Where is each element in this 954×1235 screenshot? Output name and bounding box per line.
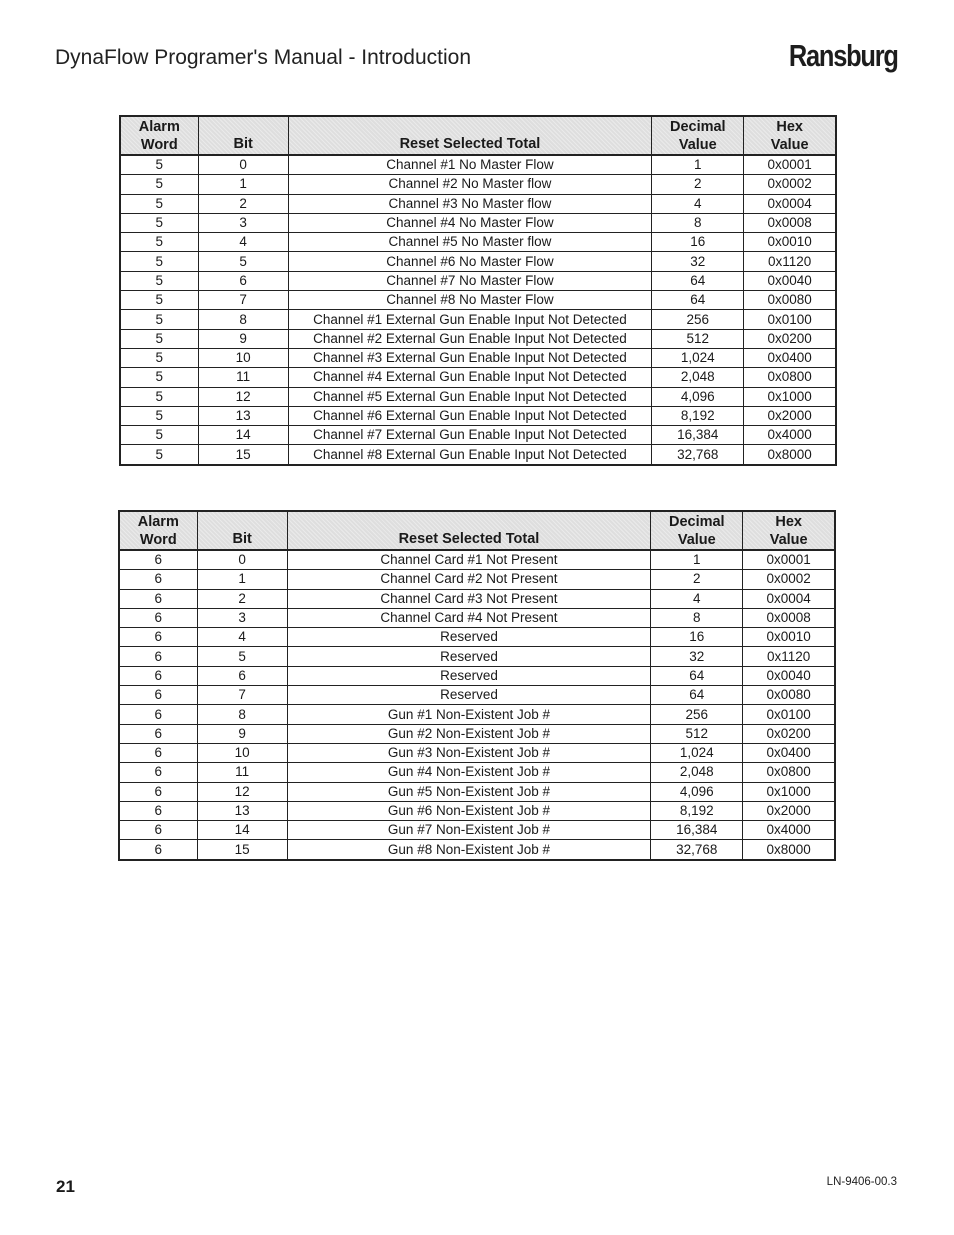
table-row [119,647,835,666]
cell-alarm-word: 5 [120,445,198,465]
cell-alarm-word: 5 [120,368,198,387]
cell-hex-value: 0x0010 [743,628,835,647]
header-reset-selected-total: Reset Selected Total [288,116,652,155]
cell-description: Gun #5 Non-Existent Job # [287,782,651,801]
header-decimal-line1: Decimal [668,513,725,530]
table-row [119,589,835,608]
cell-bit: 9 [197,724,287,743]
cell-description: Channel #4 No Master Flow [288,213,652,232]
cell-alarm-word: 5 [120,155,198,175]
cell-alarm-word: 6 [119,647,197,666]
cell-description: Channel #2 External Gun Enable Input Not Detected [288,329,652,348]
cell-hex-value: 0x0004 [743,589,835,608]
cell-description: Channel #2 No Master flow [288,175,652,194]
cell-decimal-value: 16,384 [651,821,743,840]
cell-decimal-value: 1,024 [651,743,743,762]
cell-decimal-value: 4 [652,194,744,213]
cell-hex-value: 0x0010 [744,233,836,252]
cell-bit: 10 [198,348,288,367]
header-decimal-line2: Value [678,136,717,153]
cell-alarm-word: 6 [119,821,197,840]
table-row [119,763,835,782]
cell-bit: 12 [198,387,288,406]
table-row [120,445,836,465]
cell-decimal-value: 256 [651,705,743,724]
cell-bit: 7 [197,686,287,705]
cell-decimal-value: 2,048 [651,763,743,782]
cell-decimal-value: 2 [652,175,744,194]
table-row [119,724,835,743]
cell-bit: 13 [198,406,288,425]
table-row [120,406,836,425]
cell-alarm-word: 6 [119,666,197,685]
cell-alarm-word: 5 [120,194,198,213]
cell-hex-value: 0x0040 [743,666,835,685]
table-row [119,705,835,724]
table-body [120,155,836,465]
cell-description: Channel #1 External Gun Enable Input Not Detected [288,310,652,329]
cell-hex-value: 0x0008 [744,213,836,232]
header-hex-value [744,116,836,155]
cell-decimal-value: 16 [651,628,743,647]
cell-decimal-value: 32,768 [651,840,743,860]
header-hex-line1: Hex [775,513,802,530]
table-row [120,426,836,445]
cell-description: Channel #1 No Master Flow [288,155,652,175]
cell-description: Channel #6 No Master Flow [288,252,652,271]
header-alarm-word-line2: Word [140,136,178,153]
cell-decimal-value: 256 [652,310,744,329]
cell-alarm-word: 5 [120,310,198,329]
cell-hex-value: 0x4000 [744,426,836,445]
cell-bit: 6 [197,666,287,685]
header-bit: Bit [197,511,287,550]
cell-description: Channel #4 External Gun Enable Input Not Detected [288,368,652,387]
cell-description: Channel #6 External Gun Enable Input Not Detected [288,406,652,425]
table-row [120,368,836,387]
cell-decimal-value: 16 [652,233,744,252]
cell-decimal-value: 512 [651,724,743,743]
cell-description: Channel Card #1 Not Present [287,550,651,570]
cell-bit: 7 [198,291,288,310]
cell-bit: 1 [197,570,287,589]
header-decimal-line1: Decimal [669,118,726,135]
cell-hex-value: 0x0400 [744,348,836,367]
table-row [120,233,836,252]
table-row [120,387,836,406]
cell-alarm-word: 5 [120,175,198,194]
table-row [119,821,835,840]
alarm-word-5-table [119,115,837,466]
cell-bit: 11 [197,763,287,782]
cell-hex-value: 0x0002 [744,175,836,194]
table-row [119,628,835,647]
cell-hex-value: 0x8000 [744,445,836,465]
cell-description: Reserved [287,666,651,685]
cell-hex-value: 0x0001 [743,550,835,570]
table-row [119,666,835,685]
header-hex-line1: Hex [776,118,803,135]
cell-decimal-value: 2 [651,570,743,589]
cell-hex-value: 0x2000 [743,801,835,820]
cell-decimal-value: 8 [651,608,743,627]
cell-alarm-word: 6 [119,570,197,589]
header-alarm-word [120,116,198,155]
cell-alarm-word: 5 [120,271,198,290]
cell-decimal-value: 64 [652,271,744,290]
cell-alarm-word: 5 [120,387,198,406]
cell-hex-value: 0x0080 [744,291,836,310]
cell-decimal-value: 32,768 [652,445,744,465]
cell-description: Gun #2 Non-Existent Job # [287,724,651,743]
cell-description: Channel #3 External Gun Enable Input Not Detected [288,348,652,367]
table-row [120,329,836,348]
header-decimal-value [652,116,744,155]
table-row [120,271,836,290]
cell-hex-value: 0x0080 [743,686,835,705]
cell-decimal-value: 4,096 [651,782,743,801]
header-decimal-value [651,511,743,550]
cell-bit: 14 [197,821,287,840]
cell-bit: 14 [198,426,288,445]
cell-alarm-word: 6 [119,550,197,570]
cell-alarm-word: 6 [119,628,197,647]
cell-bit: 8 [197,705,287,724]
cell-description: Gun #3 Non-Existent Job # [287,743,651,762]
cell-decimal-value: 4,096 [652,387,744,406]
table-row [119,801,835,820]
cell-bit: 15 [198,445,288,465]
cell-hex-value: 0x2000 [744,406,836,425]
cell-decimal-value: 16,384 [652,426,744,445]
table-row [120,252,836,271]
cell-hex-value: 0x1000 [743,782,835,801]
cell-hex-value: 0x1120 [743,647,835,666]
cell-bit: 8 [198,310,288,329]
cell-decimal-value: 8 [652,213,744,232]
table-row [119,686,835,705]
header-alarm-word-line1: Alarm [138,118,180,135]
cell-bit: 10 [197,743,287,762]
table-row [120,348,836,367]
page-title: DynaFlow Programer's Manual - Introduction [55,46,472,69]
cell-hex-value: 0x0004 [744,194,836,213]
cell-hex-value: 0x0100 [744,310,836,329]
table-row [119,570,835,589]
cell-hex-value: 0x4000 [743,821,835,840]
cell-bit: 5 [197,647,287,666]
cell-description: Channel #7 No Master Flow [288,271,652,290]
cell-bit: 2 [197,589,287,608]
header-hex-value [743,511,835,550]
cell-decimal-value: 64 [651,666,743,685]
cell-alarm-word: 6 [119,801,197,820]
cell-alarm-word: 6 [119,840,197,860]
cell-bit: 1 [198,175,288,194]
cell-alarm-word: 6 [119,763,197,782]
cell-decimal-value: 1 [651,550,743,570]
cell-description: Channel #3 No Master flow [288,194,652,213]
cell-alarm-word: 6 [119,782,197,801]
table-body [119,550,835,860]
header-alarm-word-line2: Word [139,531,177,548]
cell-bit: 3 [198,213,288,232]
cell-description: Gun #1 Non-Existent Job # [287,705,651,724]
cell-description: Channel Card #4 Not Present [287,608,651,627]
table-row [120,213,836,232]
cell-hex-value: 0x1120 [744,252,836,271]
cell-alarm-word: 6 [119,589,197,608]
cell-description: Channel Card #2 Not Present [287,570,651,589]
table-row [120,310,836,329]
cell-hex-value: 0x0008 [743,608,835,627]
cell-hex-value: 0x0002 [743,570,835,589]
cell-hex-value: 0x0400 [743,743,835,762]
cell-description: Gun #6 Non-Existent Job # [287,801,651,820]
cell-description: Channel Card #3 Not Present [287,589,651,608]
cell-hex-value: 0x0200 [744,329,836,348]
cell-description: Channel #5 External Gun Enable Input Not Detected [288,387,652,406]
header-bit: Bit [198,116,288,155]
cell-description: Reserved [287,686,651,705]
cell-description: Channel #8 No Master Flow [288,291,652,310]
cell-description: Channel #8 External Gun Enable Input Not Detected [288,445,652,465]
cell-description: Channel #5 No Master flow [288,233,652,252]
cell-bit: 2 [198,194,288,213]
cell-bit: 4 [197,628,287,647]
header-alarm-word-line1: Alarm [137,513,179,530]
cell-decimal-value: 64 [652,291,744,310]
cell-description: Gun #4 Non-Existent Job # [287,763,651,782]
cell-decimal-value: 64 [651,686,743,705]
table-row [119,840,835,860]
header-hex-line2: Value [770,136,809,153]
cell-bit: 3 [197,608,287,627]
cell-decimal-value: 2,048 [652,368,744,387]
cell-hex-value: 0x8000 [743,840,835,860]
header-decimal-line2: Value [677,531,716,548]
cell-alarm-word: 6 [119,608,197,627]
cell-bit: 4 [198,233,288,252]
header-reset-selected-total: Reset Selected Total [287,511,651,550]
cell-alarm-word: 5 [120,348,198,367]
cell-alarm-word: 5 [120,426,198,445]
table-row [119,743,835,762]
cell-decimal-value: 32 [652,252,744,271]
header-hex-line2: Value [769,531,808,548]
cell-decimal-value: 1,024 [652,348,744,367]
table-row [120,291,836,310]
cell-bit: 5 [198,252,288,271]
table-header-row [119,511,835,550]
cell-alarm-word: 5 [120,252,198,271]
cell-hex-value: 0x0001 [744,155,836,175]
cell-alarm-word: 6 [119,705,197,724]
cell-decimal-value: 8,192 [652,406,744,425]
cell-description: Gun #8 Non-Existent Job # [287,840,651,860]
table-header-row [120,116,836,155]
cell-bit: 6 [198,271,288,290]
cell-alarm-word: 6 [119,743,197,762]
cell-alarm-word: 5 [120,291,198,310]
cell-bit: 15 [197,840,287,860]
brand-logo: Ransburg [789,38,898,73]
cell-description: Gun #7 Non-Existent Job # [287,821,651,840]
cell-alarm-word: 5 [120,233,198,252]
cell-decimal-value: 512 [652,329,744,348]
cell-decimal-value: 8,192 [651,801,743,820]
cell-decimal-value: 32 [651,647,743,666]
cell-decimal-value: 1 [652,155,744,175]
cell-bit: 9 [198,329,288,348]
cell-bit: 0 [198,155,288,175]
cell-decimal-value: 4 [651,589,743,608]
cell-description: Reserved [287,628,651,647]
cell-hex-value: 0x1000 [744,387,836,406]
cell-alarm-word: 6 [119,686,197,705]
cell-hex-value: 0x0800 [744,368,836,387]
alarm-word-6-table [118,510,836,861]
cell-alarm-word: 5 [120,329,198,348]
cell-alarm-word: 5 [120,406,198,425]
table-row [119,782,835,801]
cell-bit: 12 [197,782,287,801]
cell-bit: 0 [197,550,287,570]
cell-hex-value: 0x0040 [744,271,836,290]
header-alarm-word [119,511,197,550]
cell-hex-value: 0x0200 [743,724,835,743]
table-row [120,175,836,194]
table-row [119,608,835,627]
cell-description: Reserved [287,647,651,666]
cell-bit: 13 [197,801,287,820]
page-number: 21 [56,1177,75,1196]
table-row [119,550,835,570]
cell-alarm-word: 5 [120,213,198,232]
document-code: LN-9406-00.3 [826,1176,897,1188]
table-row [120,155,836,175]
cell-hex-value: 0x0800 [743,763,835,782]
table-row [120,194,836,213]
cell-hex-value: 0x0100 [743,705,835,724]
cell-alarm-word: 6 [119,724,197,743]
cell-description: Channel #7 External Gun Enable Input Not Detected [288,426,652,445]
cell-bit: 11 [198,368,288,387]
